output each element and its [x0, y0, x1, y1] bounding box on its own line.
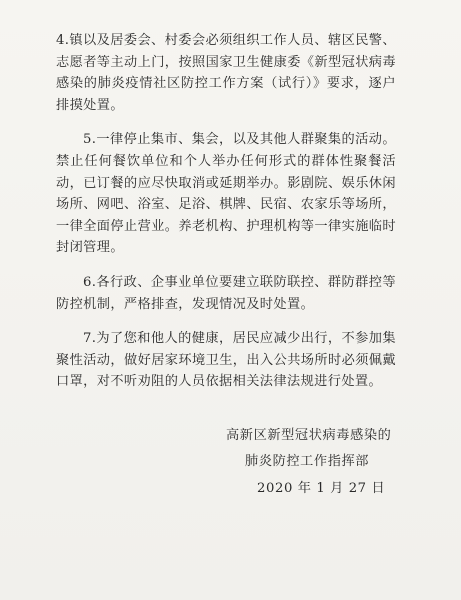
- signature-date: 2020 年 1 月 27 日: [257, 481, 386, 496]
- signature-org-line2: 肺炎防控工作指挥部: [245, 454, 370, 469]
- notice-body: [56, 30, 396, 406]
- paragraph-item-4: 4.镇以及居委会、村委会必须组织工作人员、辖区民警、志愿者等主动上门，按照国家卫生健康委《新型冠状病毒感染的肺炎疫情社区防控工作方案（试行）》要求，逐户排摸处置。: [56, 33, 396, 113]
- paragraph-item-5: 5.一律停止集市、集会，以及其他人群聚集的活动。禁止任何餐饮单位和个人举办任何形式的群体性聚餐活动，已订餐的应尽快取消或延期举办。影剧院、娱乐休闲场所、网吧、浴室、足浴、棋牌、民宿、农家乐等场所，一律全面停止营业。养老机构、护理机构等一律实施临时封闭管理。: [56, 132, 396, 256]
- paragraph-item-7: 7.为了您和他人的健康，居民应减少出行，不参加集聚性活动，做好居家环境卫生，出入公共场所时必须佩戴口罩，对不听劝阻的人员依据相关法律法规进行处置。: [56, 331, 396, 390]
- paragraph-item-6: 6.各行政、企事业单位要建立联防联控、群防群控等防控机制，严格排查，发现情况及时处置。: [56, 274, 396, 312]
- signature-org-line1: 高新区新型冠状病毒感染的: [226, 428, 392, 443]
